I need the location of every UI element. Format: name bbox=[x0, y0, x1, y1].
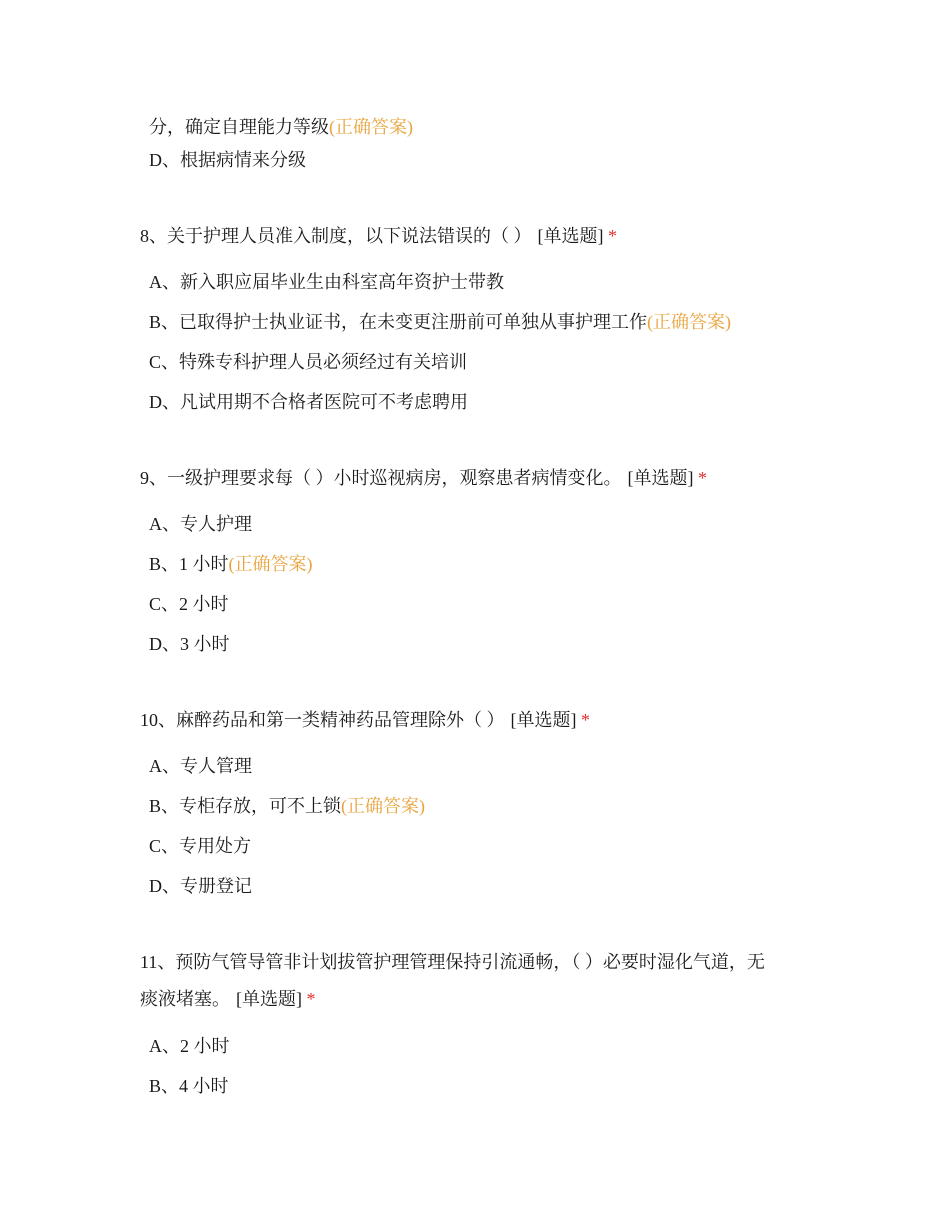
carryover-continuation: 分，确定自理能力等级 bbox=[149, 117, 329, 137]
correct-answer-tag: (正确答案) bbox=[647, 312, 732, 332]
question-type-label: [单选题] bbox=[510, 710, 577, 730]
question-8-option-a: A、新入职应届毕业生由科室高年资护士带教 bbox=[149, 272, 504, 292]
question-10-option-b bbox=[149, 794, 425, 818]
option-text: B、专柜存放，可不上锁 bbox=[149, 796, 342, 816]
question-9-stem bbox=[140, 466, 707, 490]
question-10-stem bbox=[140, 708, 590, 732]
question-type-label: [单选题] bbox=[627, 468, 694, 488]
correct-answer-tag: (正确答案) bbox=[329, 117, 413, 137]
required-asterisk: * bbox=[608, 226, 617, 246]
question-8-option-c: C、特殊专科护理人员必须经过有关培训 bbox=[149, 352, 468, 372]
question-text: 9、一级护理要求每（ ）小时巡视病房，观察患者病情变化。 bbox=[140, 468, 622, 488]
required-asterisk: * bbox=[698, 468, 707, 488]
question-9-option-a: A、专人护理 bbox=[149, 514, 252, 534]
question-text: 10、麻醉药品和第一类精神药品管理除外（ ） bbox=[140, 710, 505, 730]
carryover-option-text bbox=[149, 115, 413, 139]
question-type-label: [单选题] bbox=[236, 989, 302, 1009]
option-text: B、1 小时 bbox=[149, 554, 229, 574]
question-8-option-d: D、凡试用期不合格者医院可不考虑聘用 bbox=[149, 392, 468, 412]
required-asterisk: * bbox=[306, 989, 316, 1009]
question-8-option-b bbox=[149, 310, 731, 334]
correct-answer-tag: (正确答案) bbox=[228, 554, 313, 574]
question-text: 8、关于护理人员准入制度，以下说法错误的（ ） bbox=[140, 226, 532, 246]
question-9-option-c: C、2 小时 bbox=[149, 594, 229, 614]
question-text: 痰液堵塞。 bbox=[140, 989, 230, 1009]
question-10-option-d: D、专册登记 bbox=[149, 876, 252, 896]
question-10-option-c: C、专用处方 bbox=[149, 836, 252, 856]
question-11-option-b: B、4 小时 bbox=[149, 1076, 229, 1096]
correct-answer-tag: (正确答案) bbox=[341, 796, 426, 816]
question-9-option-d: D、3 小时 bbox=[149, 634, 230, 654]
question-9-option-b bbox=[149, 552, 313, 576]
question-8-stem bbox=[140, 224, 617, 248]
question-10-option-a: A、专人管理 bbox=[149, 756, 252, 776]
question-type-label: [单选题] bbox=[537, 226, 604, 246]
carryover-option-d: D、根据病情来分级 bbox=[149, 150, 306, 170]
option-text: B、已取得护士执业证书，在未变更注册前可单独从事护理工作 bbox=[149, 312, 648, 332]
required-asterisk: * bbox=[581, 710, 590, 730]
question-11-option-a: A、2 小时 bbox=[149, 1036, 230, 1056]
question-11-stem-line1: 11、预防气管导管非计划拔管护理管理保持引流通畅，（ ）必要时湿化气道，无 bbox=[140, 952, 765, 972]
question-11-stem-line2 bbox=[140, 987, 316, 1011]
